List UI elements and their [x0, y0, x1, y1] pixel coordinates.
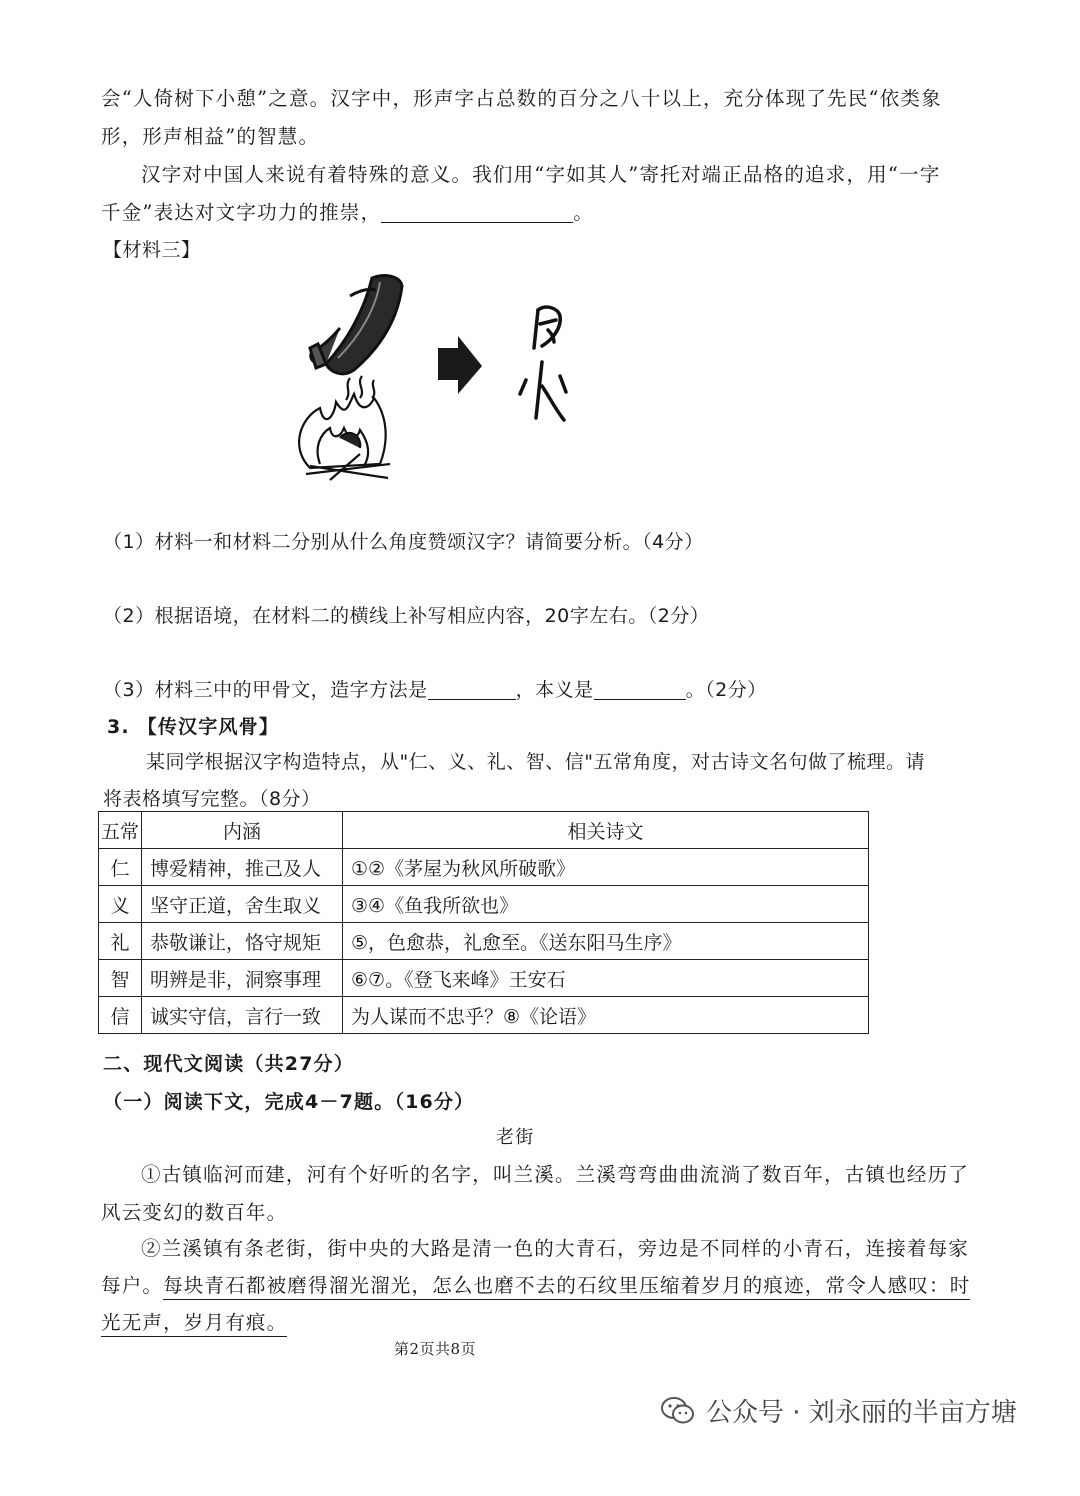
paragraph-2-text: 每户。	[101, 1274, 164, 1297]
table-row	[99, 849, 869, 886]
five-constants-table	[98, 811, 869, 1034]
table-cell: 明辨是非，洞察事理	[142, 960, 343, 997]
question-3-text-c: 。（2分）	[685, 679, 767, 701]
material2-line4-end: 。	[573, 201, 594, 224]
table-row	[99, 960, 869, 997]
table-cell: 博爱精神，推己及人	[142, 849, 343, 886]
table-header-cell: 五常	[99, 812, 142, 849]
paragraph-2-line2	[101, 1270, 970, 1298]
table-row	[99, 923, 869, 960]
table-cell: ①②《茅屋为秋风所破歌》	[343, 849, 869, 886]
table-cell: 义	[99, 886, 142, 923]
question-2: （2）根据语境，在材料二的横线上补写相应内容，20字左右。（2分）	[103, 605, 710, 627]
material3-heading: 【材料三】	[103, 239, 201, 261]
wechat-icon	[660, 1396, 696, 1426]
arrow-drawing	[438, 336, 482, 394]
material2-line4-text: 千金”表达对文字功力的推崇，	[101, 201, 382, 224]
page-number: 第2页共8页	[394, 1340, 477, 1358]
table-header-row	[99, 812, 869, 849]
table-cell: 礼	[99, 923, 142, 960]
paragraph-2-line1: ②兰溪镇有条老街，街中央的大路是清一色的大青石，旁边是不同样的小青石，连接着每家	[141, 1237, 970, 1260]
table-cell: ⑥⑦。《登飞来峰》王安石	[343, 960, 869, 997]
meat-drawing	[310, 276, 402, 374]
question-3-text-b: ，本义是	[515, 679, 594, 701]
underlined-sentence-end: 光无声，岁月有痕。	[101, 1311, 287, 1337]
section3-intro2: 将表格填写完整。（8分）	[103, 788, 321, 810]
table-cell: 智	[99, 960, 142, 997]
table-cell: ⑤，色愈恭，礼愈至。《送东阳马生序》	[343, 923, 869, 960]
question-3-text-a: （3）材料三中的甲骨文，造字方法是	[103, 679, 428, 701]
table-cell: 为人谋而不忠乎？⑧《论语》	[343, 997, 869, 1034]
question-3	[103, 675, 767, 702]
part2-subtitle: （一）阅读下文，完成4－7题。（16分）	[103, 1091, 475, 1113]
material2-line4	[101, 197, 594, 225]
section3-intro1: 某同学根据汉字构造特点，从"仁、义、礼、智、信"五常角度，对古诗文名句做了梳理。请	[146, 751, 925, 773]
table-row	[99, 997, 869, 1034]
paragraph-2-line3	[101, 1307, 287, 1335]
material2-line2: 形，形声相益”的智慧。	[101, 125, 320, 148]
material2-line3: 汉字对中国人来说有着特殊的意义。我们用“字如其人”寄托对端正品格的追求，用“一字	[141, 163, 941, 186]
fire-drawing	[299, 376, 390, 480]
table-header-cell: 相关诗文	[343, 812, 869, 849]
material2-answer-blank[interactable]	[381, 202, 573, 223]
table-header-cell: 内涵	[142, 812, 343, 849]
method-blank[interactable]	[428, 679, 516, 700]
table-cell: 信	[99, 997, 142, 1034]
meaning-blank[interactable]	[594, 679, 686, 700]
table-cell: 坚守正道，舍生取义	[142, 886, 343, 923]
oracle-character	[520, 307, 566, 420]
paragraph-1-line1: ①古镇临河而建，河有个好听的名字，叫兰溪。兰溪弯弯曲曲流淌了数百年，古镇也经历了	[141, 1163, 970, 1186]
section3-title: 3. 【传汉字风骨】	[107, 716, 280, 738]
table-cell: ③④《鱼我所欲也》	[343, 886, 869, 923]
article-title: 老街	[496, 1127, 535, 1148]
underlined-sentence: 每块青石都被磨得溜光溜光，怎么也磨不去的石纹里压缩着岁月的痕迹，常令人感叹：时	[163, 1274, 970, 1300]
table-row	[99, 886, 869, 923]
part2-title: 二、现代文阅读（共27分）	[103, 1053, 355, 1075]
wechat-watermark	[660, 1392, 1017, 1429]
question-1: （1）材料一和材料二分别从什么角度赞颂汉字？请简要分析。（4分）	[103, 531, 704, 553]
table-cell: 恭敬谦让，恪守规矩	[142, 923, 343, 960]
oracle-bone-illustration	[290, 268, 600, 488]
table-cell: 诚实守信，言行一致	[142, 997, 343, 1034]
material2-line1: 会“人倚树下小憩”之意。汉字中，形声字占总数的百分之八十以上，充分体现了先民“依类象	[101, 87, 942, 110]
paragraph-1-line2: 风云变幻的数百年。	[101, 1201, 288, 1224]
wechat-account-text: 公众号 · 刘永丽的半亩方塘	[706, 1398, 1017, 1428]
table-cell: 仁	[99, 849, 142, 886]
